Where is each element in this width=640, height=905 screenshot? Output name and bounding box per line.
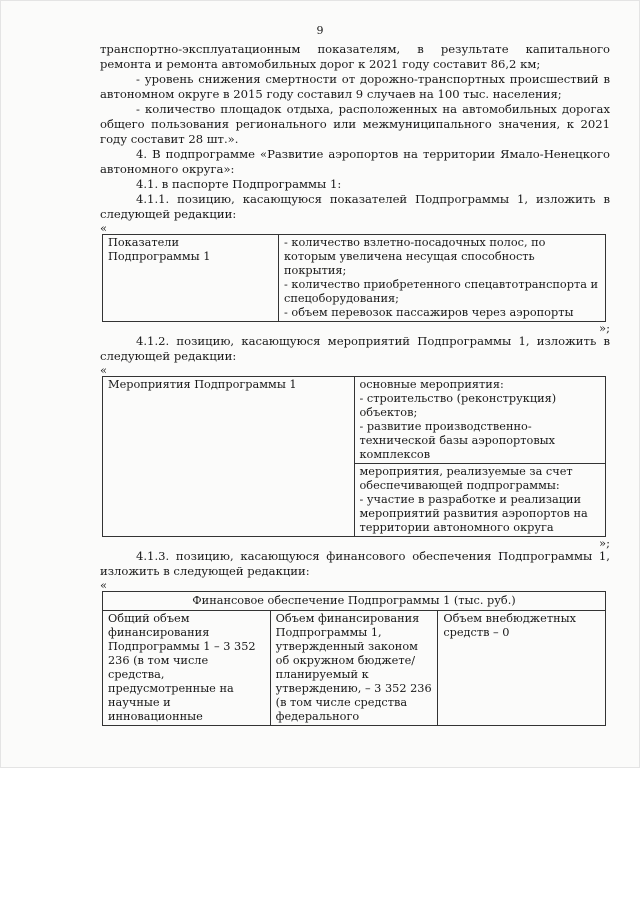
paragraph-rest-areas: - количество площадок отдыха, расположенных на автомобильных дорогах общего пользования регионального или межмуниципального значения, к 2021 году составит 28 шт.». bbox=[100, 102, 610, 146]
financing-total: Общий объем финансирования Подпрограммы 1 – 3 352 236 (в том числе средства, предусмотренные на научные и инновационные bbox=[103, 611, 271, 726]
activities-main-heading: основные мероприятия: bbox=[359, 378, 504, 391]
activity-construction: - строительство (реконструкция) объектов; bbox=[359, 392, 557, 419]
page-content bbox=[100, 42, 610, 726]
financing-table bbox=[102, 591, 606, 726]
financing-header: Финансовое обеспечение Подпрограммы 1 (тыс. руб.) bbox=[103, 592, 606, 611]
indicators-label: Показатели Подпрограммы 1 bbox=[103, 235, 279, 322]
activities-label: Мероприятия Подпрограммы 1 bbox=[103, 377, 355, 537]
close-quote-1: »; bbox=[599, 321, 610, 335]
paragraph-413: 4.1.3. позицию, касающуюся финансового обеспечения Подпрограммы 1, изложить в следующей редакции: bbox=[100, 549, 610, 578]
financing-budget: Объем финансирования Подпрограммы 1, утвержденный законом об окружном бюджете/ планируемый к утверждению, – 3 352 236 (в том числе средства федерального bbox=[270, 611, 438, 726]
paragraph-411: 4.1.1. позицию, касающуюся показателей Подпрограммы 1, изложить в следующей редакции: bbox=[100, 192, 610, 221]
open-quote-2: « bbox=[100, 363, 108, 377]
paragraph-412: 4.1.2. позицию, касающуюся мероприятий Подпрограммы 1, изложить в следующей редакции: bbox=[100, 334, 610, 363]
paragraph-mortality: - уровень снижения смертности от дорожно-транспортных происшествий в автономном округе в 2015 году составил 9 случаев на 100 тыс. населения; bbox=[100, 72, 610, 101]
activities-main bbox=[354, 377, 606, 464]
open-quote-1: « bbox=[100, 221, 108, 235]
page-number: 9 bbox=[316, 24, 324, 37]
indicator-passenger-volume: - объем перевозок пассажиров через аэропорты bbox=[284, 306, 574, 319]
indicator-special-vehicles: - количество приобретенного спецавтотранспорта и спецоборудования; bbox=[284, 278, 599, 305]
paragraph-transport-indicators: транспортно-эксплуатационным показателям, в результате капитального ремонта и ремонта автомобильных дорог к 2021 году составит 86,2 км; bbox=[100, 42, 610, 71]
close-quote-2: »; bbox=[599, 536, 610, 550]
paragraph-airports-subprogram: 4. В подпрограмме «Развитие аэропортов на территории Ямало-Ненецкого автономного округа»: bbox=[100, 147, 610, 176]
indicators-table bbox=[102, 234, 606, 322]
paragraph-passport: 4.1. в паспорте Подпрограммы 1: bbox=[136, 177, 342, 191]
activities-support bbox=[354, 464, 606, 537]
activity-technical-base: - развитие производственно-технической базы аэропортовых комплексов bbox=[359, 420, 556, 461]
indicator-runways: - количество взлетно-посадочных полос, по которым увеличена несущая способность покрытия; bbox=[284, 236, 546, 277]
activities-support-heading: мероприятия, реализуемые за счет обеспечивающей подпрограммы: bbox=[359, 465, 573, 492]
financing-extrabudgetary: Объем внебюджетных средств – 0 bbox=[438, 611, 606, 726]
open-quote-3: « bbox=[100, 578, 108, 592]
indicators-values bbox=[279, 235, 606, 322]
activity-participation: - участие в разработке и реализации мероприятий развития аэропортов на территории автономного округа bbox=[359, 493, 588, 534]
activities-table bbox=[102, 376, 606, 537]
